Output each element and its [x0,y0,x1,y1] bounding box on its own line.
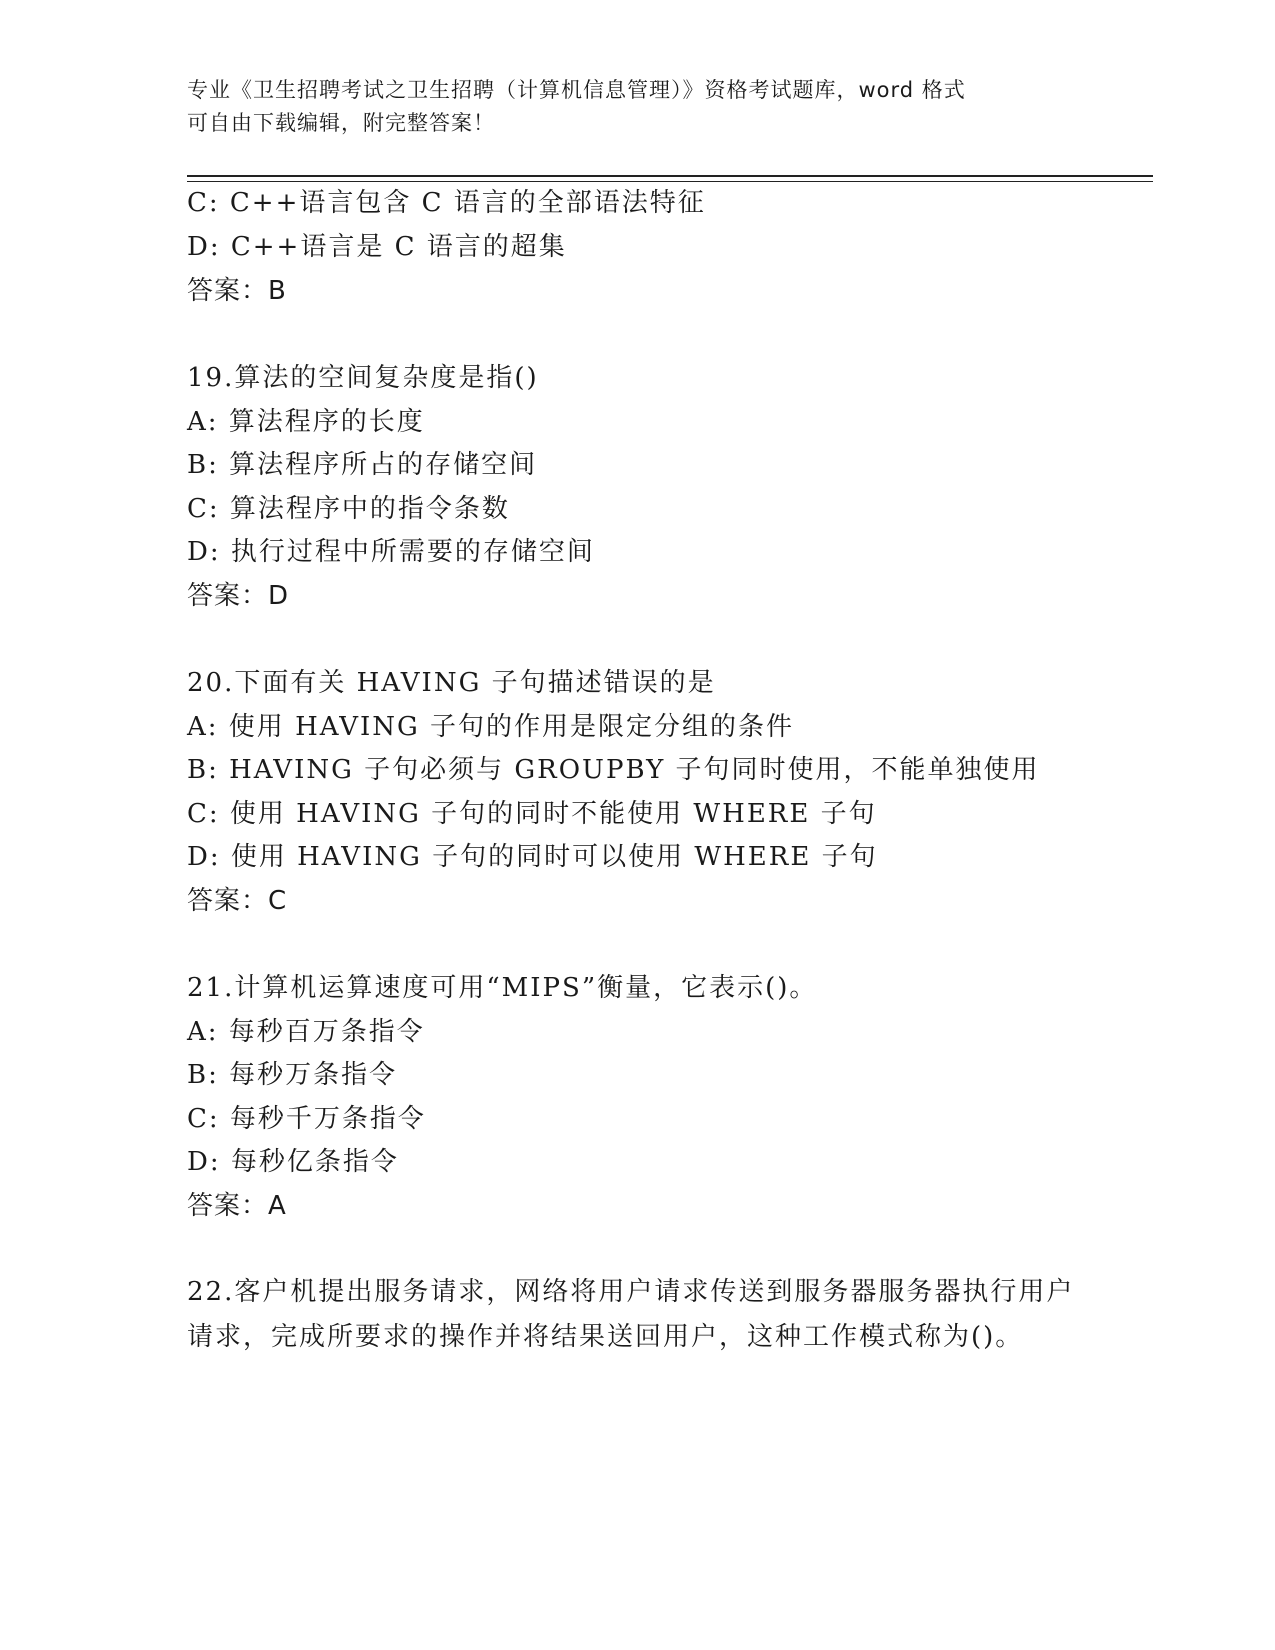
q21-option-b: B: 每秒万条指令 [187,1060,398,1090]
q20-question: 20.下面有关 HAVING 子句描述错误的是 [187,668,716,698]
q19-option-b: B: 算法程序所占的存储空间 [187,450,538,480]
header-divider-thin [187,181,1153,182]
q20-answer: 答案：C [187,886,288,916]
q18-option-d: D: C++语言是 C 语言的超集 [187,232,567,262]
document-header [187,74,1087,140]
q21-option-c: C: 每秒千万条指令 [187,1104,426,1134]
q21-answer: 答案：A [187,1191,287,1221]
q19-option-a: A: 算法程序的长度 [187,407,425,437]
q18-answer: 答案：B [187,276,287,306]
q19-option-c: C: 算法程序中的指令条数 [187,494,510,524]
q20-option-d: D: 使用 HAVING 子句的同时可以使用 WHERE 子句 [187,842,878,872]
q20-option-a: A: 使用 HAVING 子句的作用是限定分组的条件 [187,712,795,742]
q19-question: 19.算法的空间复杂度是指() [187,363,539,393]
header-line-1: 专业《卫生招聘考试之卫生招聘（计算机信息管理）》资格考试题库，word 格式 [187,78,966,102]
q18-option-c: C: C++语言包含 C 语言的全部语法特征 [187,188,706,218]
q19-option-d: D: 执行过程中所需要的存储空间 [187,537,595,567]
q21-question: 21.计算机运算速度可用“MIPS”衡量，它表示()。 [187,973,818,1003]
header-divider-thick [187,175,1153,177]
q20-option-b: B: HAVING 子句必须与 GROUPBY 子句同时使用，不能单独使用 [187,755,1040,785]
q21-option-d: D: 每秒亿条指令 [187,1147,399,1177]
header-line-2: 可自由下载编辑，附完整答案！ [187,111,495,135]
q20-option-c: C: 使用 HAVING 子句的同时不能使用 WHERE 子句 [187,799,877,829]
q21-option-a: A: 每秒百万条指令 [187,1017,425,1047]
q19-answer: 答案：D [187,581,290,611]
q22-question: 22.客户机提出服务请求，网络将用户请求传送到服务器服务器执行用户请求，完成所要求的操作并将结果送回用户，这种工作模式称为()。 [187,1277,1075,1352]
